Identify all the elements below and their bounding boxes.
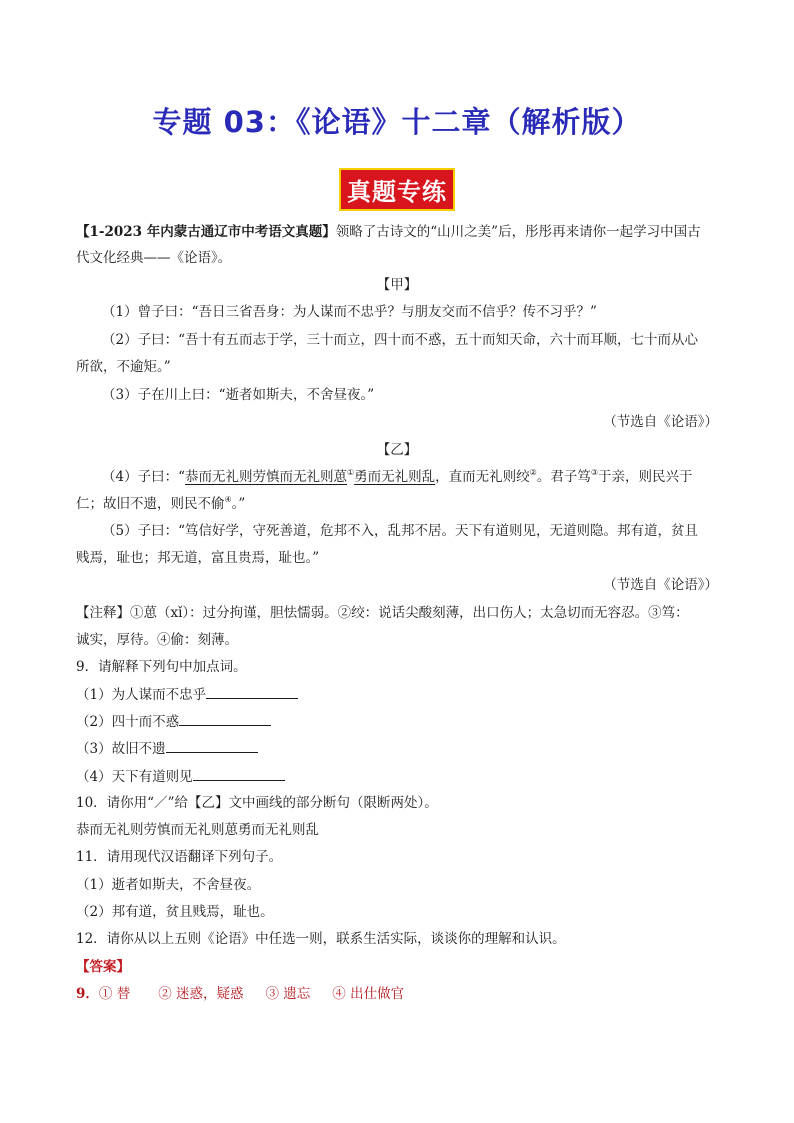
page-title: 专题 03：《论语》十二章（解析版） xyxy=(152,105,642,139)
answer-9-1: ① 替 xyxy=(98,986,131,1002)
question-12: 12．请你从以上五则《论语》中任选一则，联系生活实际，谈谈你的理解和认识。 xyxy=(76,931,566,947)
question-source: 【1-2023 年内蒙古通辽市中考语文真题】 xyxy=(76,224,336,240)
p4-prefix: （4）子曰：“ xyxy=(102,469,185,485)
passage-2-line-1: （2）子曰：“吾十有五而志于学，三十而立，四十而不惑，五十而知天命，六十而耳顺，七十而从心 xyxy=(102,332,698,348)
heading-yi: 【乙】 xyxy=(376,442,418,458)
source-jia: （节选自《论语》） xyxy=(603,414,718,430)
p4-mid2: 。君子笃 xyxy=(536,469,591,485)
source-yi: （节选自《论语》） xyxy=(603,577,718,593)
answer-label: 【答案】 xyxy=(76,959,130,975)
answer-blank xyxy=(166,738,258,753)
note-marker-1: ① xyxy=(347,468,355,477)
passage-2-line-2: 所欲，不逾矩。” xyxy=(76,359,171,375)
question-9-item-3 xyxy=(76,738,726,759)
question-11-item-2: （2）邦有道，贫且贱焉，耻也。 xyxy=(76,904,274,920)
notes-line-1: 【注释】①葸（xǐ）：过分拘谨，胆怯懦弱。②绞：说话尖酸刻薄，出口伤人；太急切而无容忍。③笃： xyxy=(76,605,689,621)
passage-4-line-1 xyxy=(102,467,752,487)
intro-line-1 xyxy=(76,222,726,242)
q9-item-4-text: （4）天下有道则见 xyxy=(76,769,193,785)
p4-underlined-1: 恭而无礼则劳慎而无礼则葸 xyxy=(185,469,347,485)
answer-9-number: 9． xyxy=(76,986,99,1002)
question-11-item-1: （1）逝者如斯夫，不舍昼夜。 xyxy=(76,877,261,893)
answer-blank xyxy=(206,684,298,699)
answer-blank xyxy=(193,766,285,781)
answer-9-2: ② 迷惑，疑惑 xyxy=(158,986,244,1002)
question-9-item-1 xyxy=(76,684,726,705)
p4-mid: ，直而无礼则绞 xyxy=(435,469,530,485)
p4-underlined-2: 勇而无礼则乱 xyxy=(354,469,436,485)
passage-5-line-1: （5）子曰：“笃信好学，守死善道，危邦不入，乱邦不居。天下有道则见，无道则隐。邦有道，贫且 xyxy=(102,523,698,539)
q9-item-1-text: （1）为人谋而不忠乎 xyxy=(76,687,207,703)
heading-jia: 【甲】 xyxy=(376,277,418,293)
passage-5-line-2: 贱焉，耻也；邦无道，富且贵焉，耻也。” xyxy=(76,550,320,566)
section-banner: 真题专练 xyxy=(339,168,455,211)
intro-line-2: 代文化经典——《论语》。 xyxy=(76,250,232,266)
question-9: 9．请解释下列句中加点词。 xyxy=(76,659,247,675)
answer-9-3: ③ 遗忘 xyxy=(265,986,311,1002)
answer-9-4: ④ 出仕做官 xyxy=(332,986,405,1002)
question-9-item-2 xyxy=(76,711,726,732)
question-9-item-4 xyxy=(76,766,726,787)
passage-4-line-2 xyxy=(76,494,726,514)
p4-end: 于亲，则民兴于 xyxy=(598,469,693,485)
answer-blank xyxy=(179,711,271,726)
intro-text-1: 领略了古诗文的“山川之美”后，彤彤再来请你一起学习中国古 xyxy=(335,224,701,240)
note-marker-3: ③ xyxy=(590,468,599,477)
q9-item-2-text: （2）四十而不惑 xyxy=(76,714,180,730)
q9-item-3-text: （3）故旧不遗 xyxy=(76,741,166,757)
passage-1: （1）曾子曰：“吾日三省吾身：为人谋而不忠乎？与朋友交而不信乎？传不习乎？” xyxy=(102,304,597,320)
answer-9 xyxy=(76,984,726,1004)
passage-3: （3）子在川上曰：“逝者如斯夫，不舍昼夜。” xyxy=(102,387,375,403)
p4b-end: 。” xyxy=(231,496,246,512)
p4b-start: 仁；故旧不遗，则民不偷 xyxy=(76,496,225,512)
notes-line-2: 诚实，厚待。④偷：刻薄。 xyxy=(76,632,238,648)
question-11: 11．请用现代汉语翻译下列句子。 xyxy=(76,849,283,865)
note-marker-2: ② xyxy=(529,468,537,477)
question-10-text: 恭而无礼则劳慎而无礼则葸勇而无礼则乱 xyxy=(76,822,319,838)
note-marker-4: ④ xyxy=(224,495,232,504)
section-banner-wrap xyxy=(0,168,794,211)
question-10: 10．请你用“／”给【乙】文中画线的部分断句（限断两处）。 xyxy=(76,795,438,811)
